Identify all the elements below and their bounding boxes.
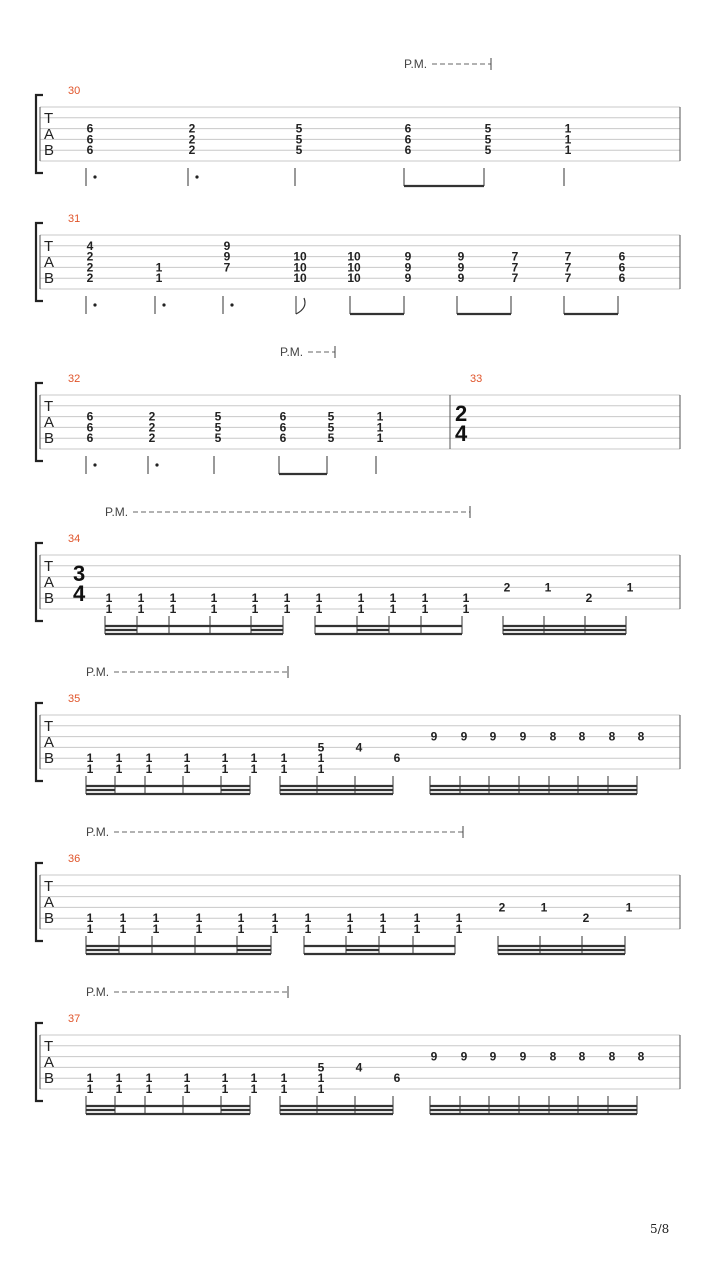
fret-number: 8	[578, 1049, 586, 1064]
fret-number: 7	[511, 249, 519, 264]
tab-letter-t: T	[44, 558, 54, 575]
fret-number: 5	[317, 1060, 325, 1075]
tab-letter-a: A	[44, 574, 55, 591]
fret-number: 5	[484, 132, 492, 147]
fret-number: 1	[105, 591, 113, 606]
fret-number: 1	[455, 922, 463, 936]
fret-number: 1	[237, 911, 245, 926]
fret-number: 9	[223, 238, 231, 253]
fret-number: 1	[183, 762, 191, 776]
time-signature-top: 3	[73, 561, 86, 586]
palm-mute-label: P.M.	[86, 825, 110, 839]
fret-number: 1	[210, 591, 218, 606]
fret-number: 1	[86, 751, 94, 766]
duration-dot	[155, 463, 158, 466]
measure-number: 32	[68, 373, 81, 385]
fret-number: 1	[86, 911, 94, 926]
fret-number: 6	[86, 132, 94, 147]
fret-number: 1	[280, 751, 288, 766]
fret-number: 1	[221, 751, 229, 766]
fret-number: 10	[347, 249, 361, 264]
fret-number: 1	[221, 762, 229, 776]
fret-number: 1	[304, 911, 312, 926]
fret-number: 5	[295, 132, 303, 147]
tab-letter-b: B	[44, 750, 55, 767]
fret-number: 1	[413, 922, 421, 936]
fret-number: 1	[152, 911, 160, 926]
fret-number: 2	[498, 900, 506, 915]
fret-number: 1	[145, 1071, 153, 1086]
fret-number: 1	[564, 143, 572, 158]
fret-number: 1	[251, 591, 259, 606]
fret-number: 1	[421, 602, 429, 616]
fret-number: 1	[169, 591, 177, 606]
fret-number: 1	[183, 1082, 191, 1096]
fret-number: 1	[145, 1082, 153, 1096]
tab-letter-a: A	[44, 894, 55, 911]
fret-number: 1	[155, 260, 163, 275]
fret-number: 1	[86, 922, 94, 936]
fret-number: 1	[115, 751, 123, 766]
fret-number: 10	[293, 260, 307, 275]
fret-number: 6	[86, 409, 94, 424]
tab-letter-b: B	[44, 142, 55, 159]
fret-number: 9	[430, 1049, 438, 1064]
system-32	[36, 345, 680, 474]
fret-number: 1	[221, 1082, 229, 1096]
time-signature-bottom: 4	[73, 581, 86, 606]
fret-number: 1	[280, 762, 288, 776]
tab-letter-b: B	[44, 270, 55, 287]
fret-number: 1	[271, 911, 279, 926]
tab-letter-t: T	[44, 398, 54, 415]
tab-letter-b: B	[44, 430, 55, 447]
system-36	[36, 825, 680, 954]
duration-dot	[93, 303, 96, 306]
fret-number: 9	[457, 249, 465, 264]
fret-number: 7	[511, 260, 519, 275]
fret-number: 1	[315, 591, 323, 606]
duration-dot	[195, 175, 198, 178]
fret-number: 2	[86, 271, 94, 286]
palm-mute-label: P.M.	[404, 57, 428, 71]
note-flag	[296, 298, 305, 314]
palm-mute-label: P.M.	[86, 665, 110, 679]
fret-number: 1	[251, 602, 259, 616]
fret-number: 1	[283, 602, 291, 616]
fret-number: 1	[250, 1082, 258, 1096]
fret-number: 5	[214, 409, 222, 424]
fret-number: 10	[293, 271, 307, 286]
fret-number: 1	[346, 922, 354, 936]
duration-dot	[93, 463, 96, 466]
fret-number: 5	[214, 420, 222, 435]
fret-number: 1	[379, 922, 387, 936]
fret-number: 2	[585, 591, 593, 606]
fret-number: 4	[86, 238, 94, 253]
fret-number: 1	[137, 602, 145, 616]
fret-number: 1	[86, 1071, 94, 1086]
tab-letter-t: T	[44, 878, 54, 895]
time-signature-bottom: 4	[455, 421, 468, 446]
fret-number: 2	[188, 121, 196, 136]
fret-number: 9	[519, 1049, 527, 1064]
fret-number: 2	[148, 431, 156, 446]
tab-letter-t: T	[44, 1038, 54, 1055]
page-number	[650, 1222, 690, 1236]
palm-mute-label: P.M.	[105, 505, 129, 519]
fret-number: 6	[393, 751, 401, 766]
fret-number: 6	[279, 431, 287, 446]
fret-number: 10	[347, 260, 361, 275]
fret-number: 5	[327, 420, 335, 435]
fret-number: 6	[618, 260, 626, 275]
fret-number: 1	[357, 591, 365, 606]
fret-number: 1	[357, 602, 365, 616]
fret-number: 8	[637, 729, 645, 744]
fret-number: 7	[564, 249, 572, 264]
fret-number: 1	[280, 1082, 288, 1096]
fret-number: 1	[145, 751, 153, 766]
fret-number: 1	[169, 602, 177, 616]
fret-number: 2	[86, 249, 94, 264]
measure-number: 36	[68, 853, 81, 865]
tab-letter-a: A	[44, 126, 55, 143]
fret-number: 6	[404, 132, 412, 147]
fret-number: 6	[618, 271, 626, 286]
fret-number: 1	[137, 591, 145, 606]
measure-number: 31	[68, 213, 81, 225]
tab-letter-t: T	[44, 110, 54, 127]
tab-letter-a: A	[44, 254, 55, 271]
fret-number: 6	[86, 431, 94, 446]
fret-number: 1	[564, 132, 572, 147]
measure-number: 34	[68, 533, 81, 545]
system-34	[36, 505, 680, 634]
fret-number: 1	[421, 591, 429, 606]
duration-dot	[162, 303, 165, 306]
fret-number: 1	[115, 762, 123, 776]
fret-number: 1	[376, 431, 384, 446]
tab-letter-t: T	[44, 238, 54, 255]
tab-letter-b: B	[44, 590, 55, 607]
fret-number: 1	[540, 900, 548, 915]
fret-number: 6	[86, 121, 94, 136]
fret-number: 1	[544, 580, 552, 595]
measure-number: 37	[68, 1013, 81, 1025]
fret-number: 1	[376, 409, 384, 424]
fret-number: 8	[578, 729, 586, 744]
fret-number: 5	[484, 121, 492, 136]
fret-number: 1	[250, 762, 258, 776]
fret-number: 6	[404, 143, 412, 158]
fret-number: 1	[221, 1071, 229, 1086]
fret-number: 4	[355, 1060, 363, 1075]
tab-letter-b: B	[44, 1070, 55, 1087]
fret-number: 6	[86, 143, 94, 158]
fret-number: 1	[462, 602, 470, 616]
time-signature-top: 2	[455, 401, 468, 426]
fret-number: 1	[195, 911, 203, 926]
fret-number: 1	[625, 900, 633, 915]
fret-number: 2	[148, 409, 156, 424]
fret-number: 9	[404, 271, 412, 286]
fret-number: 5	[214, 431, 222, 446]
fret-number: 1	[413, 911, 421, 926]
fret-number: 9	[489, 729, 497, 744]
fret-number: 9	[430, 729, 438, 744]
fret-number: 9	[460, 1049, 468, 1064]
fret-number: 9	[404, 260, 412, 275]
fret-number: 1	[119, 922, 127, 936]
fret-number: 2	[148, 420, 156, 435]
fret-number: 2	[188, 143, 196, 158]
fret-number: 1	[183, 751, 191, 766]
fret-number: 5	[327, 409, 335, 424]
fret-number: 1	[250, 1071, 258, 1086]
fret-number: 1	[389, 602, 397, 616]
fret-number: 5	[295, 143, 303, 158]
measure-number: 30	[68, 85, 81, 97]
fret-number: 1	[376, 420, 384, 435]
fret-number: 1	[280, 1071, 288, 1086]
system-30	[36, 57, 680, 186]
fret-number: 7	[564, 271, 572, 286]
fret-number: 9	[489, 1049, 497, 1064]
fret-number: 8	[608, 1049, 616, 1064]
fret-number: 1	[115, 1082, 123, 1096]
measure-number: 35	[68, 693, 81, 705]
fret-number: 10	[293, 249, 307, 264]
fret-number: 10	[347, 271, 361, 286]
duration-dot	[230, 303, 233, 306]
fret-number: 1	[455, 911, 463, 926]
fret-number: 1	[105, 602, 113, 616]
fret-number: 1	[271, 922, 279, 936]
fret-number: 1	[317, 751, 325, 766]
fret-number: 5	[484, 143, 492, 158]
fret-number: 6	[279, 420, 287, 435]
palm-mute-label: P.M.	[280, 345, 304, 359]
fret-number: 1	[145, 762, 153, 776]
fret-number: 9	[457, 271, 465, 286]
fret-number: 6	[393, 1071, 401, 1086]
fret-number: 5	[317, 740, 325, 755]
fret-number: 2	[188, 132, 196, 147]
fret-number: 6	[86, 420, 94, 435]
fret-number: 7	[564, 260, 572, 275]
fret-number: 9	[457, 260, 465, 275]
fret-number: 9	[404, 249, 412, 264]
fret-number: 1	[283, 591, 291, 606]
tab-letter-a: A	[44, 414, 55, 431]
fret-number: 1	[317, 1071, 325, 1086]
fret-number: 2	[503, 580, 511, 595]
fret-number: 1	[210, 602, 218, 616]
fret-number: 2	[582, 911, 590, 926]
fret-number: 1	[119, 911, 127, 926]
fret-number: 1	[250, 751, 258, 766]
fret-number: 8	[608, 729, 616, 744]
fret-number: 9	[460, 729, 468, 744]
fret-number: 1	[152, 922, 160, 936]
fret-number: 8	[549, 1049, 557, 1064]
fret-number: 1	[195, 922, 203, 936]
fret-number: 1	[237, 922, 245, 936]
duration-dot	[93, 175, 96, 178]
fret-number: 1	[626, 580, 634, 595]
fret-number: 1	[183, 1071, 191, 1086]
fret-number: 1	[346, 911, 354, 926]
fret-number: 1	[462, 591, 470, 606]
fret-number: 7	[511, 271, 519, 286]
fret-number: 6	[279, 409, 287, 424]
fret-number: 1	[564, 121, 572, 136]
fret-number: 1	[317, 1082, 325, 1096]
fret-number: 1	[86, 1082, 94, 1096]
fret-number: 5	[295, 121, 303, 136]
fret-number: 7	[223, 260, 231, 275]
fret-number: 1	[317, 762, 325, 776]
fret-number: 1	[389, 591, 397, 606]
fret-number: 9	[519, 729, 527, 744]
fret-number: 4	[355, 740, 363, 755]
fret-number: 8	[637, 1049, 645, 1064]
fret-number: 2	[86, 260, 94, 275]
system-37	[36, 985, 680, 1114]
measure-number: 33	[470, 373, 483, 385]
fret-number: 1	[115, 1071, 123, 1086]
fret-number: 6	[618, 249, 626, 264]
page-number-text: 5/8	[650, 1222, 670, 1236]
fret-number: 1	[155, 271, 163, 286]
fret-number: 6	[404, 121, 412, 136]
tab-letter-b: B	[44, 910, 55, 927]
fret-number: 5	[327, 431, 335, 446]
fret-number: 1	[86, 762, 94, 776]
system-35	[36, 665, 680, 794]
fret-number: 1	[379, 911, 387, 926]
tab-letter-a: A	[44, 734, 55, 751]
tab-letter-t: T	[44, 718, 54, 735]
fret-number: 1	[315, 602, 323, 616]
system-31	[36, 213, 680, 314]
fret-number: 8	[549, 729, 557, 744]
fret-number: 1	[304, 922, 312, 936]
fret-number: 9	[223, 249, 231, 264]
palm-mute-label: P.M.	[86, 985, 110, 999]
tab-letter-a: A	[44, 1054, 55, 1071]
